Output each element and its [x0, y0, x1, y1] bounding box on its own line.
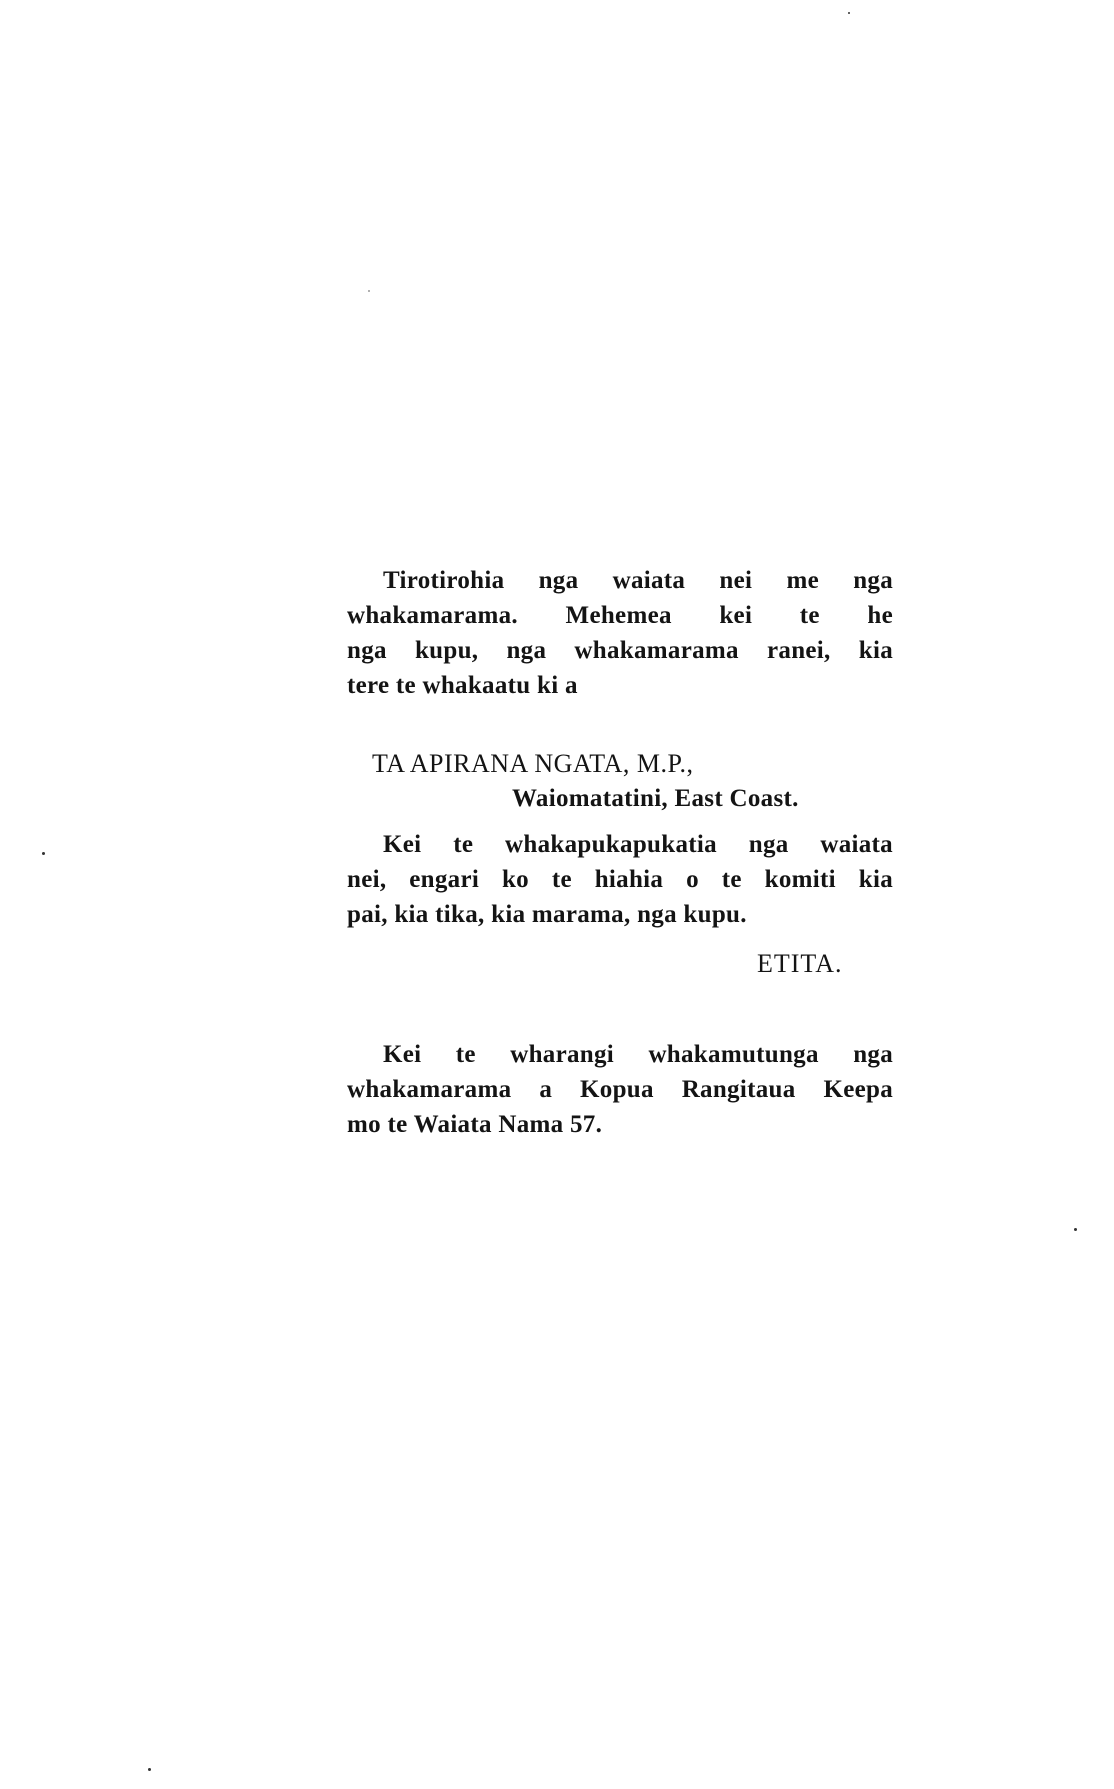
scan-speck	[42, 852, 45, 855]
intro-line: nga kupu, nga whakamarama ranei, kia	[347, 637, 893, 664]
intro-line: tere te whakaatu ki a	[347, 672, 578, 699]
note-line: Kei te whakapukapukatia nga waiata	[383, 831, 893, 858]
credit-line: whakamarama a Kopua Rangitaua Keepa	[347, 1076, 893, 1103]
intro-line: whakamarama. Mehemea kei te he	[347, 602, 893, 629]
note-paragraph	[347, 827, 893, 932]
author-name: TA APIRANA NGATA, M.P.,	[372, 749, 694, 778]
credit-paragraph	[347, 1037, 893, 1142]
intro-paragraph	[347, 563, 893, 703]
intro-line: Tirotirohia nga waiata nei me nga	[383, 567, 893, 594]
note-line: nei, engari ko te hiahia o te komiti kia	[347, 866, 893, 893]
scan-speck	[368, 290, 370, 292]
note-line: pai, kia tika, kia marama, nga kupu.	[347, 901, 747, 928]
author-place: Waiomatatini, East Coast.	[512, 785, 799, 812]
credit-line: mo te Waiata Nama 57.	[347, 1111, 603, 1138]
scan-speck	[1074, 1228, 1077, 1231]
scan-speck	[848, 12, 850, 14]
editor-signoff: ETITA.	[757, 949, 843, 978]
scan-speck	[148, 1768, 151, 1771]
credit-line: Kei te wharangi whakamutunga nga	[383, 1041, 893, 1068]
